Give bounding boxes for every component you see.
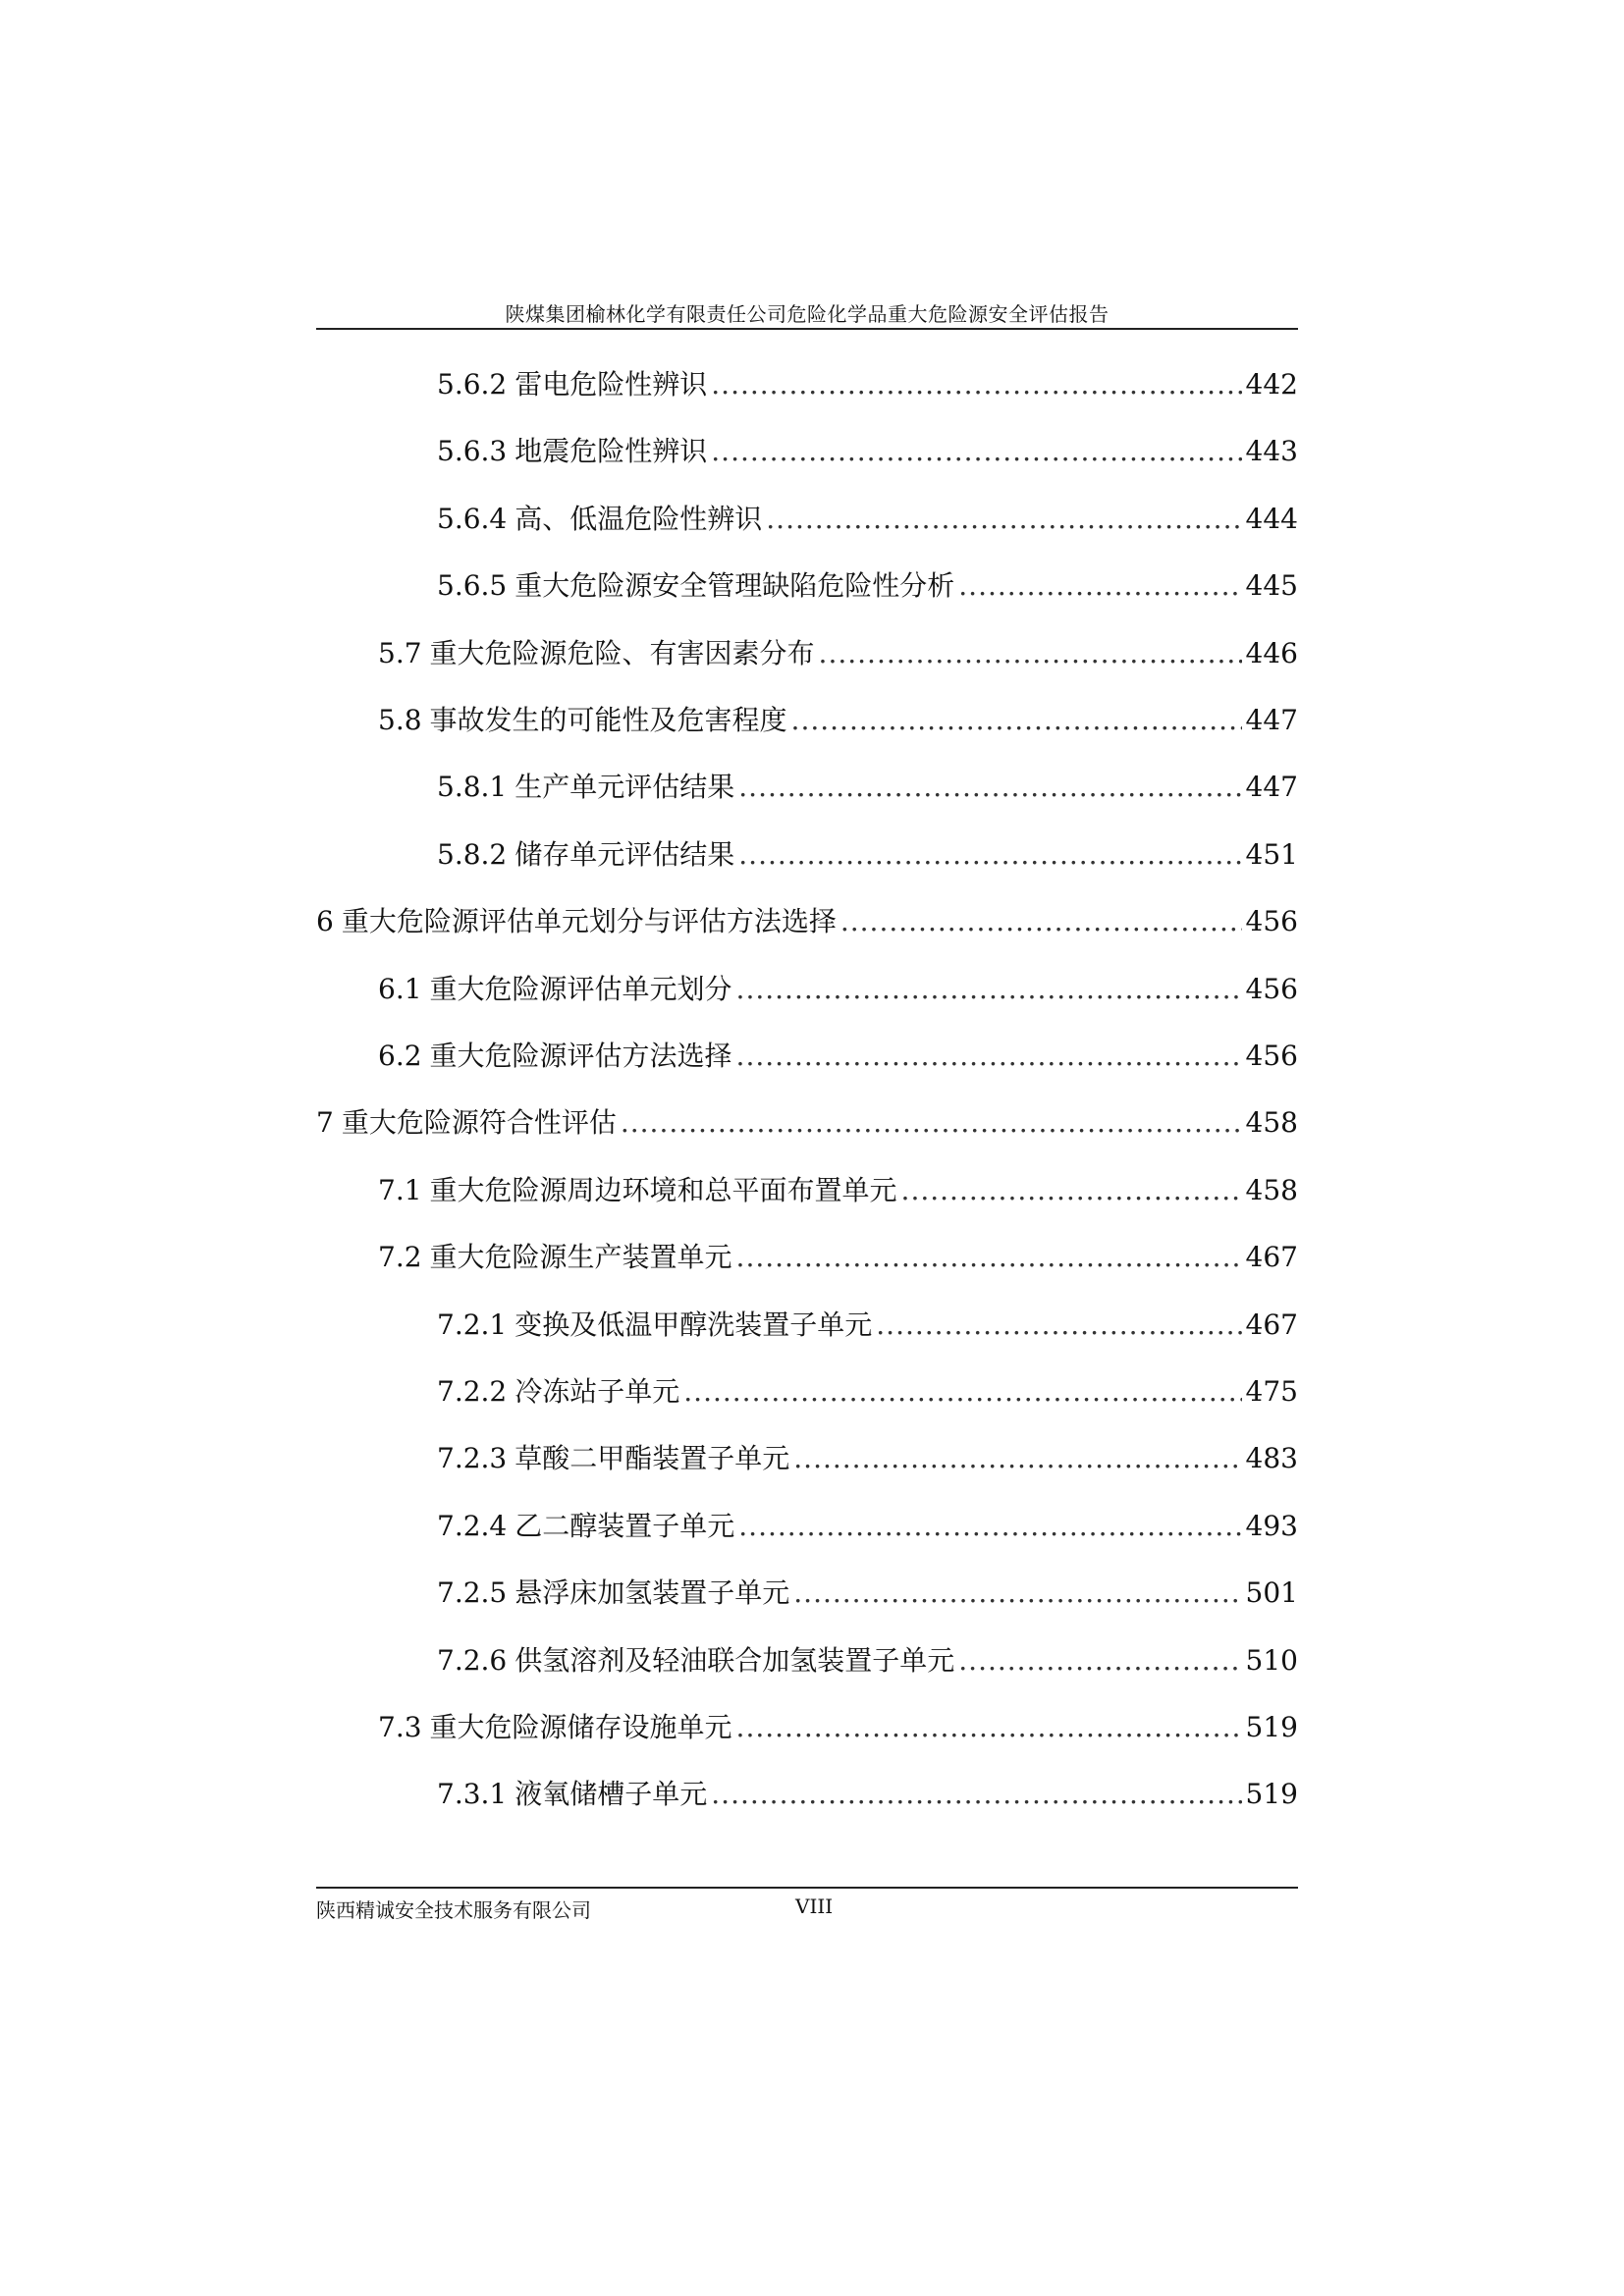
- toc-entry-page: 458: [1245, 1173, 1298, 1206]
- toc-entry-title: 生产单元评估结果: [514, 771, 735, 804]
- toc-entry-title: 重大危险源评估单元划分与评估方法选择: [341, 905, 837, 938]
- toc-entry-number: 7: [316, 1106, 334, 1140]
- toc-entry-number: 7.2: [378, 1241, 422, 1274]
- toc-entry-title: 草酸二甲酯装置子单元: [514, 1442, 790, 1475]
- toc-entry-number: 6.2: [378, 1040, 422, 1072]
- toc-entry[interactable]: [437, 498, 1298, 541]
- toc-entry-number: 7.1: [378, 1173, 422, 1206]
- toc-dot-leader: [819, 632, 1242, 675]
- toc-entry-title: 变换及低温甲醇洗装置子单元: [514, 1308, 873, 1341]
- toc-dot-leader: [793, 1437, 1241, 1480]
- toc-entry[interactable]: [437, 430, 1298, 473]
- footer-company: 陕西精诚安全技术服务有限公司: [316, 1898, 591, 1922]
- toc-entry-page: 501: [1245, 1576, 1298, 1610]
- toc-entry[interactable]: [316, 900, 1298, 943]
- toc-entry[interactable]: [378, 1035, 1298, 1078]
- toc-entry-page: 475: [1245, 1375, 1298, 1408]
- toc-dot-leader: [766, 498, 1241, 541]
- toc-entry-page: 446: [1245, 636, 1298, 669]
- toc-dot-leader: [738, 833, 1241, 877]
- toc-entry[interactable]: [437, 833, 1298, 877]
- toc-entry-page: 519: [1245, 1778, 1298, 1811]
- toc-entry[interactable]: [437, 1370, 1298, 1414]
- toc-entry-title: 供氢溶剂及轻油联合加氢装置子单元: [514, 1643, 955, 1677]
- toc-entry-page: 519: [1245, 1711, 1298, 1743]
- toc-entry-number: 5.7: [378, 636, 422, 669]
- toc-entry-title: 储存单元评估结果: [514, 837, 735, 871]
- header-title: 陕煤集团榆林化学有限责任公司危险化学品重大危险源安全评估报告: [505, 302, 1110, 326]
- toc-entry-page: 456: [1245, 972, 1298, 1005]
- toc-entry-number: 7.2.2: [437, 1375, 508, 1408]
- toc-dot-leader: [793, 1572, 1241, 1615]
- toc-entry[interactable]: [378, 968, 1298, 1011]
- toc-dot-leader: [840, 900, 1242, 943]
- toc-entry[interactable]: [437, 564, 1298, 608]
- toc-entry[interactable]: [437, 1437, 1298, 1480]
- toc-entry-page: 451: [1245, 837, 1298, 871]
- toc-entry-page: 442: [1245, 368, 1298, 400]
- toc-entry[interactable]: [378, 632, 1298, 675]
- toc-entry-title: 重大危险源周边环境和总平面布置单元: [429, 1173, 897, 1206]
- toc-dot-leader: [901, 1169, 1242, 1212]
- toc-entry[interactable]: [437, 766, 1298, 809]
- toc-entry[interactable]: [437, 1505, 1298, 1548]
- toc-entry-page: 447: [1245, 771, 1298, 804]
- toc-dot-leader: [711, 430, 1241, 473]
- toc-dot-leader: [736, 1236, 1242, 1279]
- toc-entry-number: 7.2.3: [437, 1442, 508, 1475]
- toc-dot-leader: [791, 699, 1242, 742]
- toc-entry-title: 地震危险性辨识: [514, 435, 708, 468]
- toc-dot-leader: [736, 968, 1242, 1011]
- toc-entry-page: 447: [1245, 704, 1298, 736]
- toc-entry[interactable]: [378, 1706, 1298, 1749]
- toc-entry[interactable]: [378, 1236, 1298, 1279]
- toc-dot-leader: [736, 1035, 1242, 1078]
- toc-entry-title: 冷冻站子单元: [514, 1375, 680, 1408]
- footer-page-number: VIII: [795, 1895, 834, 1918]
- toc-entry-page: 467: [1245, 1241, 1298, 1274]
- toc-entry-number: 7.3.1: [437, 1778, 508, 1811]
- toc-entry[interactable]: [378, 699, 1298, 742]
- toc-dot-leader: [621, 1101, 1242, 1145]
- toc-entry-title: 重大危险源评估单元划分: [429, 972, 732, 1005]
- toc-entry-title: 重大危险源生产装置单元: [429, 1241, 732, 1274]
- toc-dot-leader: [958, 1639, 1241, 1682]
- toc-entry[interactable]: [437, 1773, 1298, 1816]
- toc-entry-number: 5.6.4: [437, 502, 508, 535]
- toc-entry-title: 重大危险源评估方法选择: [429, 1040, 732, 1072]
- toc-entry[interactable]: [437, 1572, 1298, 1615]
- toc-entry[interactable]: [437, 1639, 1298, 1682]
- toc-dot-leader: [683, 1370, 1241, 1414]
- toc-entry-page: 483: [1245, 1442, 1298, 1475]
- toc-entry-page: 510: [1245, 1643, 1298, 1677]
- toc-entry-title: 重大危险源符合性评估: [341, 1106, 617, 1140]
- toc-entry-title: 乙二醇装置子单元: [514, 1509, 735, 1542]
- toc-entry[interactable]: [378, 1169, 1298, 1212]
- toc-entry-title: 液氧储槽子单元: [514, 1778, 708, 1811]
- toc-entry-number: 7.3: [378, 1711, 422, 1743]
- toc-entry-page: 467: [1245, 1308, 1298, 1341]
- toc-entry-number: 7.2.1: [437, 1308, 508, 1341]
- toc-entry-number: 7.2.6: [437, 1643, 508, 1677]
- toc-entry-page: 493: [1245, 1509, 1298, 1542]
- toc-dot-leader: [711, 363, 1241, 406]
- toc-entry-page: 444: [1245, 502, 1298, 535]
- toc-entry-page: 458: [1245, 1106, 1298, 1140]
- toc-entry-page: 445: [1245, 569, 1298, 603]
- toc-entry-title: 重大危险源危险、有害因素分布: [429, 636, 815, 669]
- toc-dot-leader: [958, 564, 1241, 608]
- toc-entry-page: 456: [1245, 1040, 1298, 1072]
- toc-entry[interactable]: [437, 363, 1298, 406]
- toc-entry-number: 6.1: [378, 972, 422, 1005]
- toc-entry[interactable]: [316, 1101, 1298, 1145]
- toc-entry[interactable]: [437, 1304, 1298, 1347]
- footer-divider: [316, 1887, 1298, 1889]
- toc-entry-number: 6: [316, 905, 334, 938]
- toc-entry-title: 重大危险源安全管理缺陷危险性分析: [514, 569, 955, 603]
- toc-entry-number: 7.2.5: [437, 1576, 508, 1610]
- toc-entry-title: 重大危险源储存设施单元: [429, 1711, 732, 1743]
- toc-entry-title: 悬浮床加氢装置子单元: [514, 1576, 790, 1610]
- toc-entry-number: 5.8: [378, 704, 422, 736]
- toc-dot-leader: [738, 766, 1241, 809]
- toc-entry-number: 5.8.1: [437, 771, 508, 804]
- toc-dot-leader: [711, 1773, 1241, 1816]
- toc-dot-leader: [876, 1304, 1241, 1347]
- header-divider: [316, 328, 1298, 330]
- toc-dot-leader: [736, 1706, 1242, 1749]
- toc-entry-number: 5.6.2: [437, 368, 508, 400]
- toc-entry-title: 事故发生的可能性及危害程度: [429, 704, 787, 736]
- toc-entry-number: 5.6.5: [437, 569, 508, 603]
- toc-entry-number: 5.6.3: [437, 435, 508, 468]
- toc-entry-page: 456: [1245, 905, 1298, 938]
- toc-dot-leader: [738, 1505, 1241, 1548]
- toc-entry-title: 雷电危险性辨识: [514, 368, 708, 400]
- toc-entry-page: 443: [1245, 435, 1298, 468]
- toc-entry-number: 7.2.4: [437, 1509, 508, 1542]
- toc-entry-title: 高、低温危险性辨识: [514, 502, 763, 535]
- toc-entry-number: 5.8.2: [437, 837, 508, 871]
